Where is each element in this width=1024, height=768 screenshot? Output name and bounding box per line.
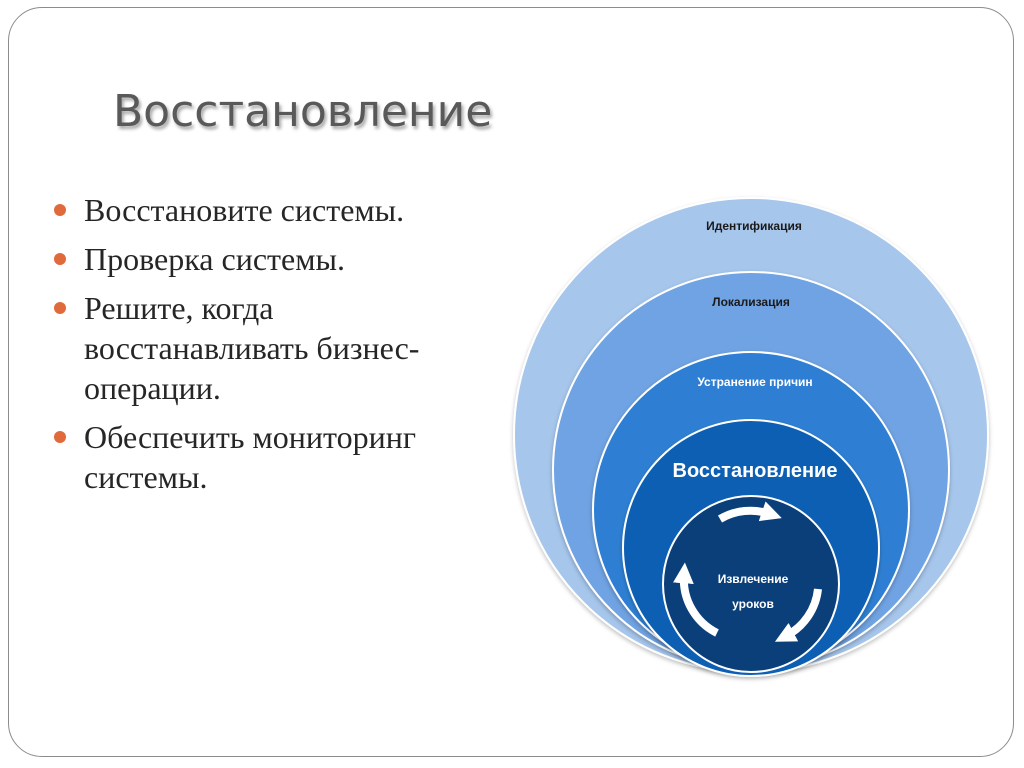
bullet-text: Решите, когда восстанавливать бизнес-операции. <box>84 290 420 406</box>
ring-label-localization: Локализация <box>712 295 790 309</box>
bullet-text: Восстановите системы. <box>84 192 405 228</box>
core-label-line2: уроков <box>732 597 774 611</box>
ring-label-identification: Идентификация <box>706 219 802 233</box>
ring-label-root-cause: Устранение причин <box>697 375 813 389</box>
bullet-text: Обеспечить мониторинг системы. <box>84 419 416 495</box>
ring-label-recovery: Восстановление <box>672 460 838 482</box>
slide-title: Восстановление <box>113 86 493 137</box>
bullet-text: Проверка системы. <box>84 241 345 277</box>
core-label-line1: Извлечение <box>717 572 789 586</box>
